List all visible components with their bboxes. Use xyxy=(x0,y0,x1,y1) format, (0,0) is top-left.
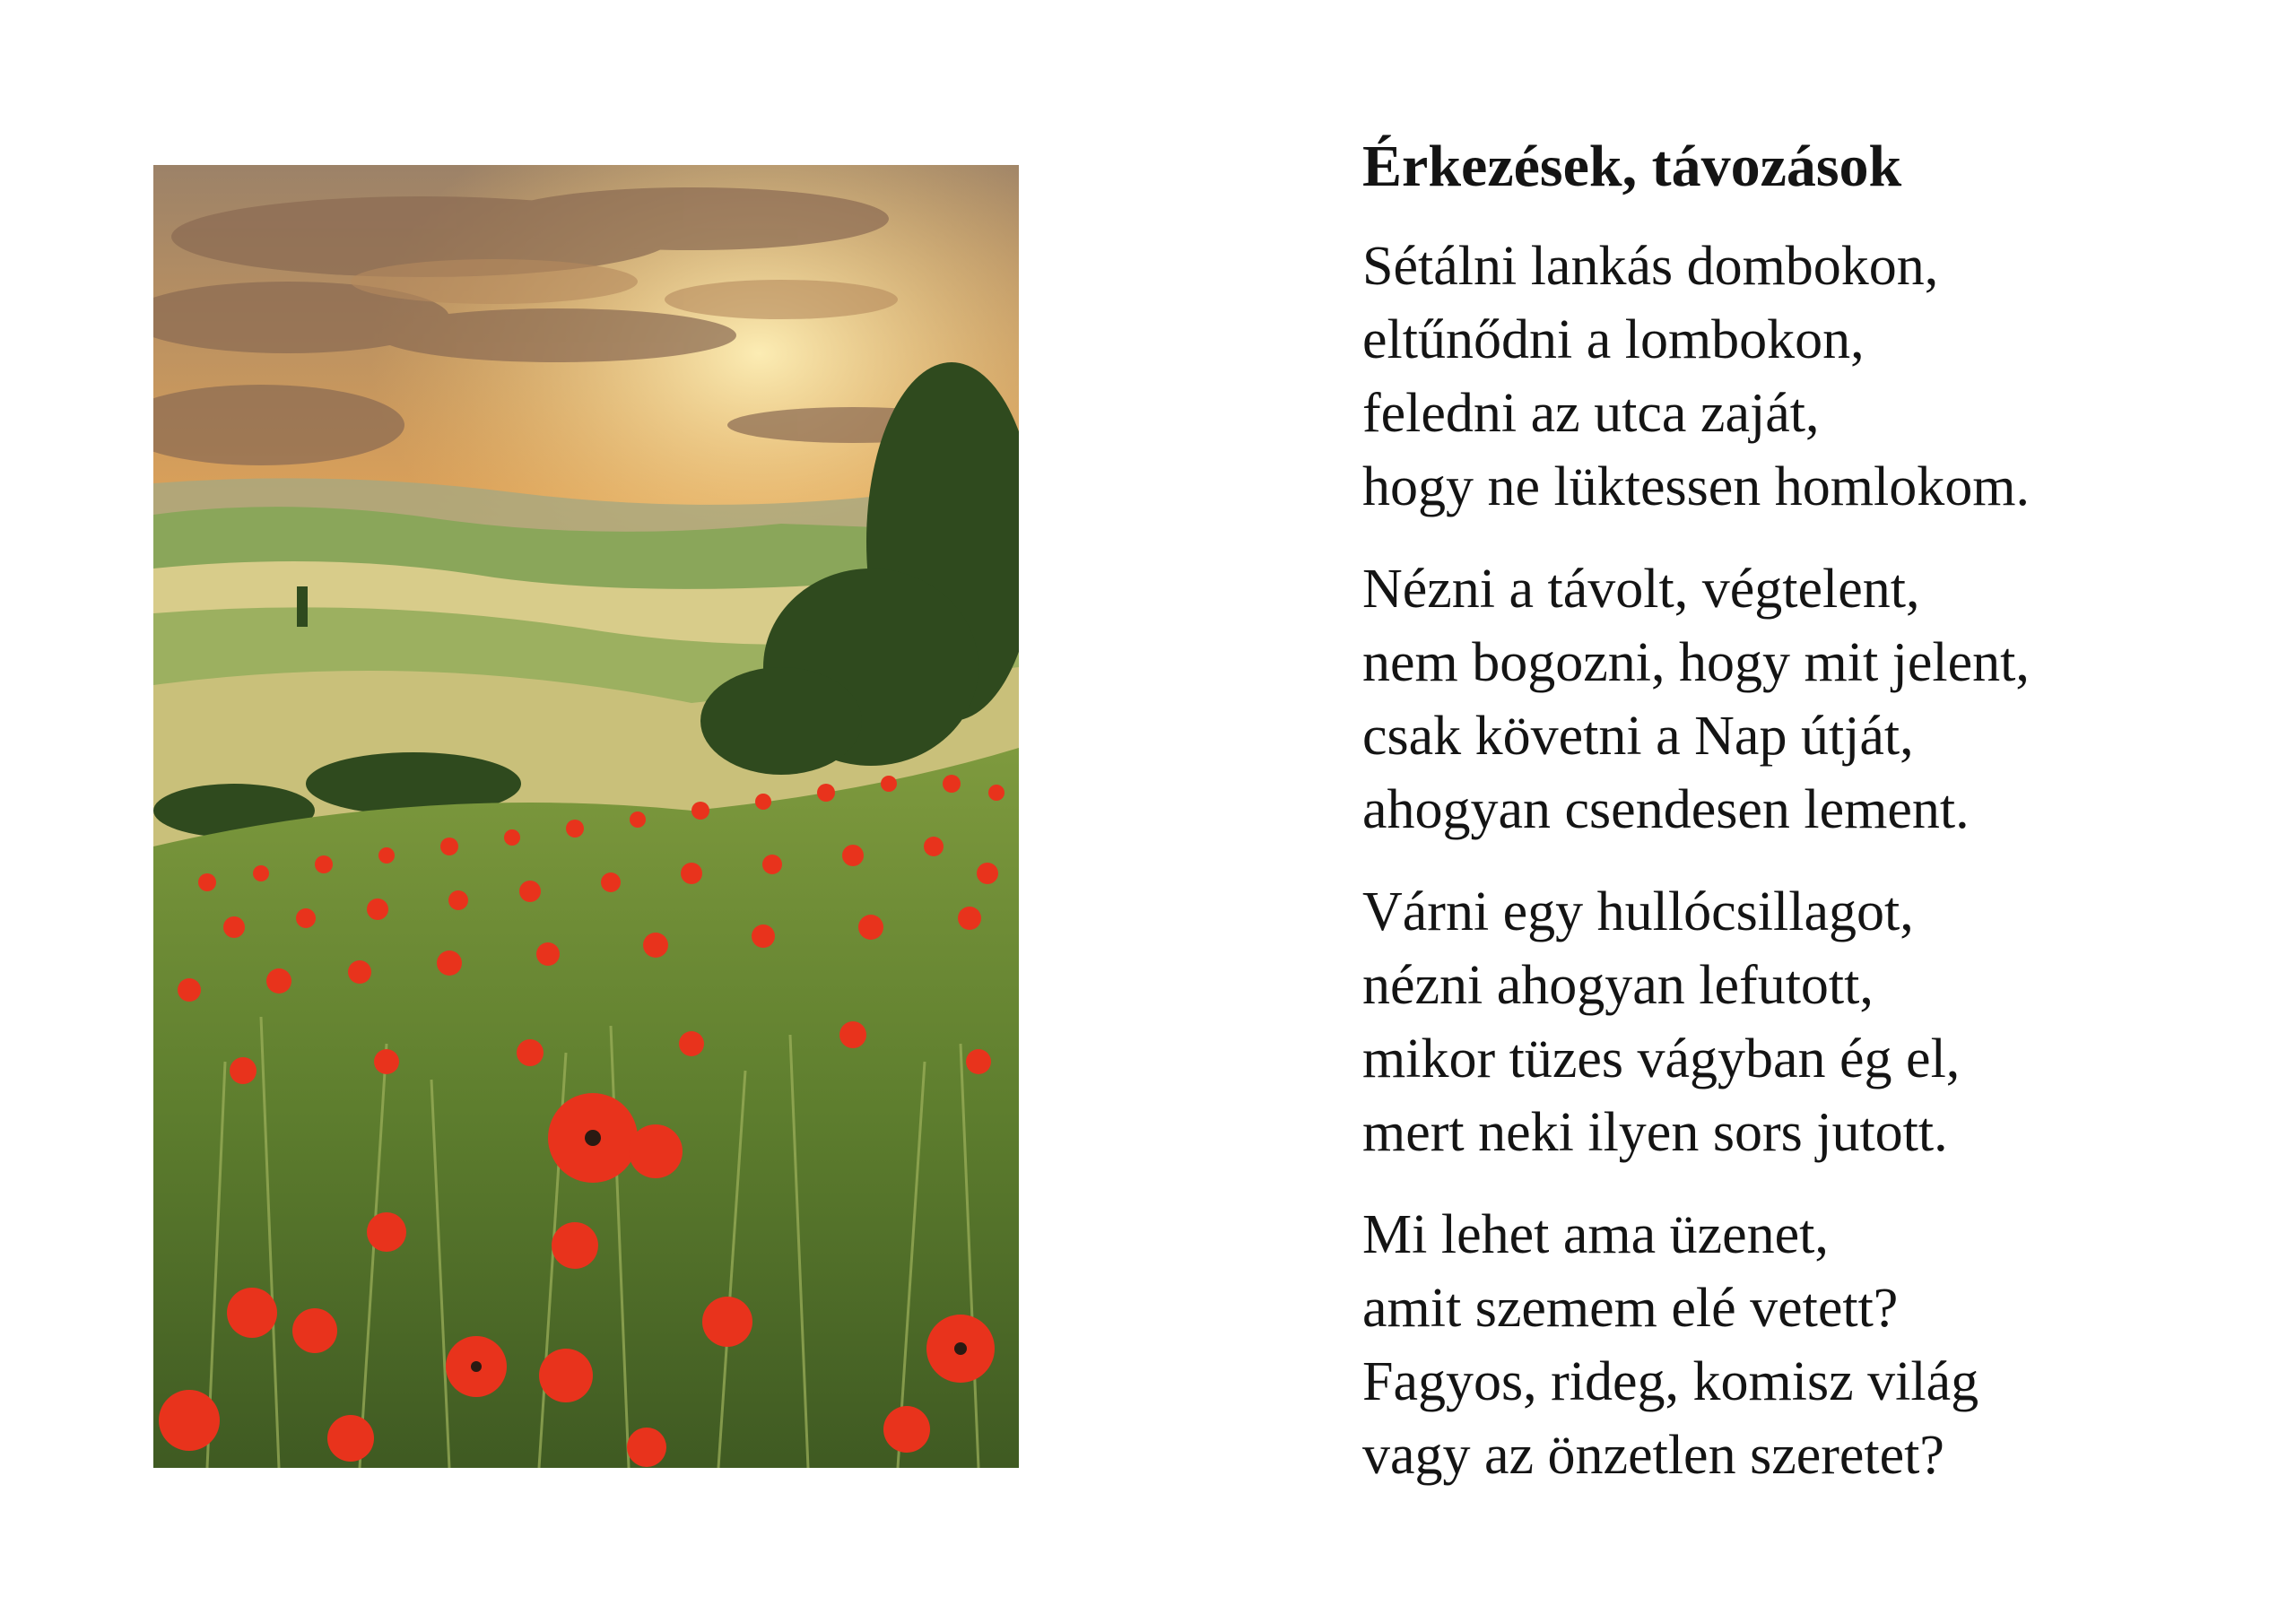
poem-line: csak követni a Nap útját, xyxy=(1362,706,1914,767)
poppy-field-landscape-image xyxy=(153,165,1019,1468)
poem-line: hogy ne lüktessen homlokom. xyxy=(1362,456,2030,517)
stanza-1 xyxy=(1362,230,2259,524)
poem-line: eltűnődni a lombokon, xyxy=(1362,309,1865,370)
poem-line: Sétálni lankás dombokon, xyxy=(1362,236,1939,297)
poem-line: vagy az önzetlen szeretet? xyxy=(1362,1425,1944,1486)
poem-line: feledni az utca zaját, xyxy=(1362,383,1820,444)
poem-line: Fagyos, rideg, komisz világ xyxy=(1362,1351,1979,1412)
stanza-2 xyxy=(1362,552,2259,846)
poem-line: Mi lehet ama üzenet, xyxy=(1362,1204,1829,1265)
poem-line: ahogyan csendesen lement. xyxy=(1362,779,1970,840)
poem-title: Érkezések, távozások xyxy=(1362,134,1902,199)
poem-line: Nézni a távolt, végtelent, xyxy=(1362,559,1920,620)
poppy-field-photo xyxy=(153,165,1019,1468)
poem-line: mert neki ilyen sors jutott. xyxy=(1362,1102,1948,1163)
stanza-4 xyxy=(1362,1198,2259,1492)
poem-line: Várni egy hullócsillagot, xyxy=(1362,881,1914,942)
poem-line: amit szemem elé vetett? xyxy=(1362,1278,1899,1339)
poem-line: nem bogozni, hogy mit jelent, xyxy=(1362,632,2030,693)
poem-line: mikor tüzes vágyban ég el, xyxy=(1362,1028,1961,1089)
poem-line: nézni ahogyan lefutott, xyxy=(1362,955,1874,1016)
poem xyxy=(1362,124,2259,1521)
stanza-3 xyxy=(1362,875,2259,1169)
